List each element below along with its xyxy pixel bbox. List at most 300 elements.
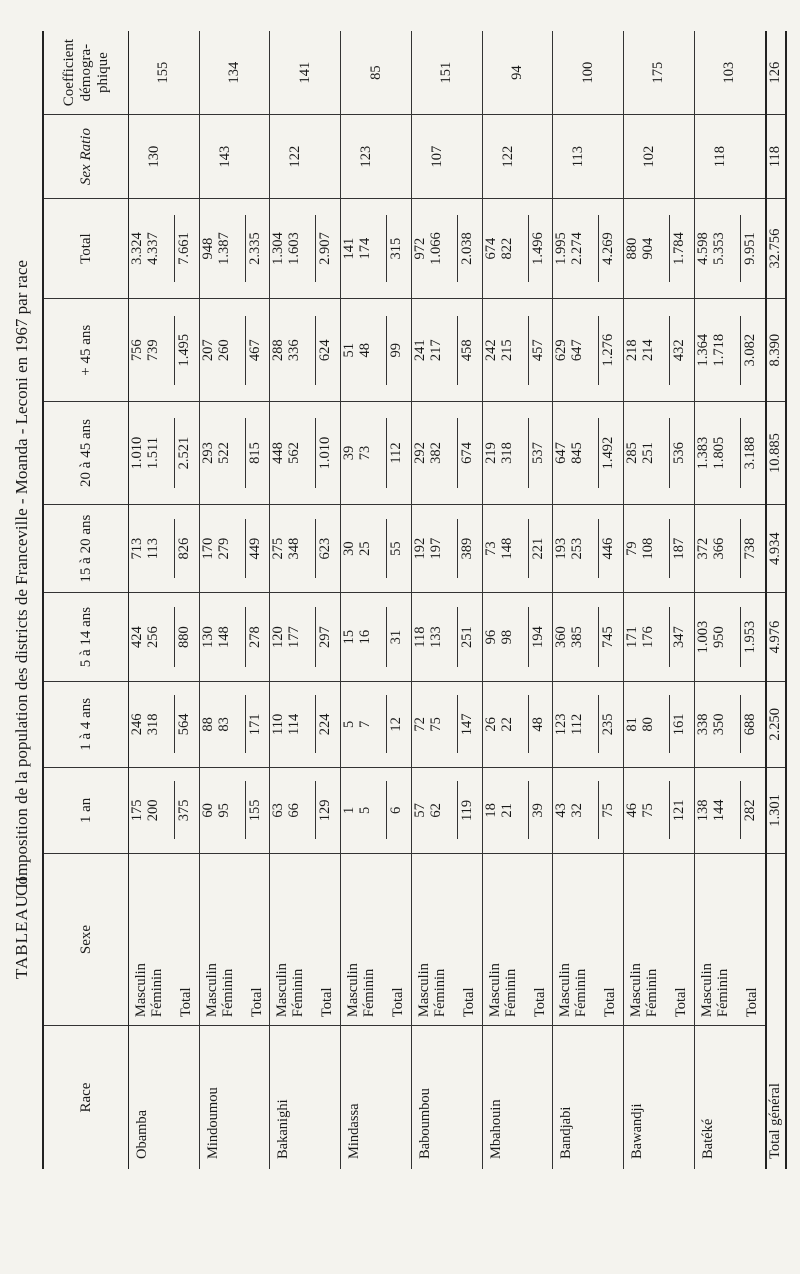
value-masculin: 118 xyxy=(411,626,428,648)
value-feminin: 1.066 xyxy=(427,232,444,265)
spacer xyxy=(656,593,669,680)
sex-ratio-value: 130 xyxy=(146,145,162,168)
value-total: 251 xyxy=(457,607,475,666)
value-cell xyxy=(199,767,270,853)
value-masculin: 1.995 xyxy=(553,232,570,265)
sex-total: Total xyxy=(248,987,265,1018)
grand-total-value: 1.301 xyxy=(766,767,786,853)
grand-total-value: 4.934 xyxy=(766,504,786,592)
sex-ratio-cell xyxy=(694,115,765,199)
value-cell xyxy=(553,198,624,298)
spacer xyxy=(727,768,740,853)
value-feminin: 21 xyxy=(498,803,515,818)
value-cell xyxy=(482,593,553,681)
table-row xyxy=(341,31,412,1169)
spacer xyxy=(515,299,528,401)
value-total: 2.335 xyxy=(245,215,263,283)
spacer xyxy=(515,505,528,592)
value-masculin: 218 xyxy=(624,339,641,362)
value-feminin: 95 xyxy=(215,803,232,818)
value-masculin: 170 xyxy=(199,537,216,560)
value-total: 537 xyxy=(528,418,546,487)
spacer xyxy=(302,593,315,680)
value-masculin: 246 xyxy=(129,713,145,736)
value-total: 99 xyxy=(386,316,404,385)
value-masculin: 96 xyxy=(482,629,499,645)
value-total: 31 xyxy=(386,607,404,666)
spacer xyxy=(444,402,457,504)
sex-masculin: Masculin xyxy=(628,963,645,1018)
value-masculin: 43 xyxy=(553,803,570,818)
race-cell xyxy=(553,1026,624,1169)
value-total: 119 xyxy=(457,782,475,840)
table-row xyxy=(270,31,341,1169)
coefficient-cell: 103 xyxy=(694,31,765,115)
value-cell xyxy=(411,402,482,505)
value-total: 155 xyxy=(245,782,263,840)
header-race: Race xyxy=(43,1026,129,1169)
grand-total-coefficient: 126 xyxy=(766,31,786,115)
sex-feminin: Féminin xyxy=(431,968,448,1018)
table-row xyxy=(624,31,695,1169)
grand-total-ratio: 118 xyxy=(766,115,786,199)
value-feminin: 382 xyxy=(427,442,444,464)
value-cell xyxy=(553,767,624,853)
value-cell xyxy=(553,681,624,767)
value-total: 375 xyxy=(174,782,192,840)
spacer xyxy=(727,299,740,401)
value-masculin: 39 xyxy=(341,445,358,461)
value-masculin: 288 xyxy=(270,339,287,362)
value-total: 446 xyxy=(598,519,616,578)
value-masculin: 275 xyxy=(270,537,287,560)
sex-feminin: Féminin xyxy=(361,968,378,1018)
value-total: 194 xyxy=(528,607,546,666)
value-masculin: 1.010 xyxy=(129,436,145,470)
value-feminin: 148 xyxy=(498,537,515,560)
value-masculin: 193 xyxy=(553,537,570,560)
spacer xyxy=(161,768,174,853)
coefficient-cell: 155 xyxy=(129,31,200,115)
value-masculin: 175 xyxy=(129,799,145,822)
header-coefficient: Coefficient démogra-phique xyxy=(43,31,129,115)
sex-total: Total xyxy=(460,987,477,1018)
value-total: 129 xyxy=(315,782,333,840)
coefficient-cell: 94 xyxy=(482,31,553,115)
coefficient-cell: 151 xyxy=(411,31,482,115)
value-feminin: 1.387 xyxy=(215,232,232,265)
value-feminin: 1.805 xyxy=(710,436,727,470)
spacer xyxy=(232,299,245,401)
sex-ratio-cell xyxy=(482,115,553,199)
value-total: 1.784 xyxy=(669,215,687,283)
value-feminin: 1.718 xyxy=(710,333,727,367)
value-total: 48 xyxy=(528,695,546,753)
value-total: 826 xyxy=(174,519,192,578)
value-feminin: 113 xyxy=(145,538,161,560)
value-cell xyxy=(270,299,341,402)
sex-ratio-cell xyxy=(341,115,412,199)
value-total: 3.188 xyxy=(740,418,758,487)
value-total: 1.492 xyxy=(598,418,616,487)
value-masculin: 123 xyxy=(553,713,570,736)
value-masculin: 57 xyxy=(411,803,428,818)
value-feminin: 83 xyxy=(215,717,232,732)
sex-total: Total xyxy=(602,987,619,1018)
spacer xyxy=(727,402,740,504)
value-total: 55 xyxy=(386,519,404,578)
race-cell xyxy=(411,1026,482,1169)
value-cell xyxy=(270,198,341,298)
value-total: 224 xyxy=(315,695,333,753)
value-feminin: 48 xyxy=(357,342,374,358)
value-cell xyxy=(129,681,200,767)
sexe-cell xyxy=(553,853,624,1025)
spacer xyxy=(302,505,315,592)
value-cell xyxy=(270,504,341,592)
value-feminin: 174 xyxy=(357,237,374,260)
value-total: 171 xyxy=(245,695,263,753)
spacer xyxy=(656,682,669,767)
spacer xyxy=(727,682,740,767)
spacer xyxy=(444,299,457,401)
sex-feminin: Féminin xyxy=(573,968,590,1018)
value-total: 4.269 xyxy=(598,215,616,283)
value-feminin: 22 xyxy=(498,717,515,732)
value-feminin: 16 xyxy=(357,629,374,645)
spacer xyxy=(232,768,245,853)
sex-total: Total xyxy=(390,987,407,1018)
spacer xyxy=(302,199,315,298)
value-total: 1.953 xyxy=(740,607,758,666)
value-cell xyxy=(482,299,553,402)
table-row xyxy=(411,31,482,1169)
value-masculin: 130 xyxy=(199,626,216,648)
value-masculin: 1.304 xyxy=(270,232,287,265)
race-cell xyxy=(624,1026,695,1169)
value-feminin: 253 xyxy=(569,537,586,560)
spacer xyxy=(515,199,528,298)
value-masculin: 141 xyxy=(341,237,358,260)
spacer xyxy=(727,593,740,680)
sex-ratio-cell xyxy=(199,115,270,199)
sex-feminin: Féminin xyxy=(714,968,731,1018)
table-label: TABLEAU II xyxy=(12,875,31,979)
value-feminin: 318 xyxy=(498,442,515,464)
sex-ratio-cell xyxy=(411,115,482,199)
header-row xyxy=(43,31,129,1169)
header-age-5: 20 à 45 ans xyxy=(43,402,129,505)
sexe-cell xyxy=(199,853,270,1025)
value-feminin: 32 xyxy=(569,803,586,818)
value-total: 221 xyxy=(528,519,546,578)
value-cell xyxy=(694,402,765,505)
value-cell xyxy=(270,767,341,853)
value-masculin: 60 xyxy=(199,803,216,818)
table-row xyxy=(694,31,765,1169)
spacer xyxy=(444,505,457,592)
value-cell xyxy=(341,767,412,853)
value-cell xyxy=(270,593,341,681)
value-feminin: 214 xyxy=(640,339,657,362)
value-feminin: 5 xyxy=(357,806,374,815)
value-total: 457 xyxy=(528,316,546,385)
value-masculin: 756 xyxy=(129,339,145,362)
sex-ratio-value: 102 xyxy=(641,145,658,168)
value-feminin: 348 xyxy=(286,537,303,560)
sexe-cell xyxy=(411,853,482,1025)
sexe-cell xyxy=(624,853,695,1025)
value-cell xyxy=(553,504,624,592)
value-cell xyxy=(411,767,482,853)
sexe-cell xyxy=(129,853,200,1025)
value-masculin: 51 xyxy=(341,342,358,358)
spacer xyxy=(161,682,174,767)
value-feminin: 66 xyxy=(286,803,303,818)
spacer xyxy=(302,682,315,767)
sexe-cell xyxy=(694,853,765,1025)
value-total: 147 xyxy=(457,695,475,753)
value-total: 1.010 xyxy=(315,418,333,487)
spacer xyxy=(585,402,598,504)
sex-ratio-value: 122 xyxy=(287,145,304,168)
value-cell xyxy=(199,593,270,681)
value-cell xyxy=(694,593,765,681)
value-total: 297 xyxy=(315,607,333,666)
value-feminin: 251 xyxy=(640,442,657,464)
value-total: 187 xyxy=(669,519,687,578)
value-total: 1.496 xyxy=(528,215,546,283)
spacer xyxy=(373,768,386,853)
sex-total: Total xyxy=(178,987,194,1018)
spacer xyxy=(656,299,669,401)
header-total: Total xyxy=(43,198,129,298)
sexe-cell xyxy=(341,853,412,1025)
table-body xyxy=(129,31,787,1169)
race-name: Mbahouin xyxy=(487,1099,504,1159)
spacer xyxy=(585,505,598,592)
value-feminin: 215 xyxy=(498,339,515,362)
value-cell xyxy=(199,681,270,767)
spacer xyxy=(656,768,669,853)
sex-feminin: Féminin xyxy=(290,968,307,1018)
spacer xyxy=(444,199,457,298)
value-total: 7.661 xyxy=(174,215,192,283)
value-feminin: 112 xyxy=(569,713,586,735)
value-total: 278 xyxy=(245,607,263,666)
spacer xyxy=(585,682,598,767)
race-name: Baboumbou xyxy=(416,1088,433,1159)
grand-total-value: 8.390 xyxy=(766,299,786,402)
sex-ratio-value: 143 xyxy=(216,145,233,168)
coefficient-cell: 85 xyxy=(341,31,412,115)
sex-feminin: Féminin xyxy=(219,968,236,1018)
value-cell xyxy=(341,504,412,592)
value-cell xyxy=(199,504,270,592)
race-name: Mindoumou xyxy=(204,1087,221,1159)
race-name: Obamba xyxy=(134,1109,150,1159)
value-feminin: 75 xyxy=(640,803,657,818)
sex-masculin: Masculin xyxy=(133,963,149,1018)
value-feminin: 647 xyxy=(569,339,586,362)
spacer xyxy=(515,402,528,504)
value-masculin: 207 xyxy=(199,339,216,362)
value-masculin: 138 xyxy=(694,799,711,822)
value-cell xyxy=(624,402,695,505)
value-cell xyxy=(694,198,765,298)
value-masculin: 4.598 xyxy=(694,232,711,265)
value-masculin: 81 xyxy=(624,717,641,732)
value-masculin: 629 xyxy=(553,339,570,362)
value-masculin: 5 xyxy=(341,720,358,728)
value-cell xyxy=(694,299,765,402)
value-cell xyxy=(129,198,200,298)
value-masculin: 15 xyxy=(341,629,358,645)
value-masculin: 948 xyxy=(199,237,216,260)
sex-ratio-cell xyxy=(270,115,341,199)
spacer xyxy=(727,199,740,298)
value-feminin: 114 xyxy=(286,713,303,735)
sex-ratio-value: 123 xyxy=(358,145,375,168)
value-cell xyxy=(341,402,412,505)
value-masculin: 293 xyxy=(199,442,216,464)
value-masculin: 292 xyxy=(411,442,428,464)
sex-masculin: Masculin xyxy=(557,963,574,1018)
value-total: 235 xyxy=(598,695,616,753)
grand-total-value: 2.250 xyxy=(766,681,786,767)
value-total: 1.495 xyxy=(174,316,192,385)
sex-ratio-cell xyxy=(553,115,624,199)
value-cell xyxy=(341,681,412,767)
value-masculin: 972 xyxy=(411,237,428,260)
header-age-4: 15 à 20 ans xyxy=(43,504,129,592)
value-cell xyxy=(482,504,553,592)
sex-feminin: Féminin xyxy=(644,968,661,1018)
sex-masculin: Masculin xyxy=(203,963,220,1018)
header-age-3: 5 à 14 ans xyxy=(43,593,129,681)
value-feminin: 366 xyxy=(710,537,727,560)
value-cell xyxy=(341,299,412,402)
value-total: 2.038 xyxy=(457,215,475,283)
value-masculin: 424 xyxy=(129,626,145,648)
value-cell xyxy=(482,402,553,505)
spacer xyxy=(232,593,245,680)
value-cell xyxy=(129,402,200,505)
spacer xyxy=(302,402,315,504)
value-cell xyxy=(624,198,695,298)
value-feminin: 1.603 xyxy=(286,232,303,265)
value-cell xyxy=(199,299,270,402)
spacer xyxy=(656,199,669,298)
table-title: Composition de la population des districts de Franceville - Moanda - Leconi en 1967 par race xyxy=(12,260,31,896)
spacer xyxy=(585,768,598,853)
spacer xyxy=(585,593,598,680)
value-feminin: 144 xyxy=(710,799,727,822)
value-cell xyxy=(553,402,624,505)
spacer xyxy=(444,768,457,853)
spacer xyxy=(161,593,174,680)
value-total: 1.276 xyxy=(598,316,616,385)
value-total: 75 xyxy=(598,782,616,840)
value-masculin: 880 xyxy=(624,237,641,260)
value-cell xyxy=(270,681,341,767)
sex-ratio-cell xyxy=(624,115,695,199)
sex-total: Total xyxy=(531,987,548,1018)
value-cell xyxy=(624,299,695,402)
value-masculin: 63 xyxy=(270,803,287,818)
value-total: 315 xyxy=(386,215,404,283)
sex-feminin: Féminin xyxy=(149,968,165,1018)
sex-total: Total xyxy=(319,987,336,1018)
value-cell xyxy=(411,198,482,298)
value-feminin: 177 xyxy=(286,626,303,648)
value-cell xyxy=(129,504,200,592)
value-total: 449 xyxy=(245,519,263,578)
value-masculin: 110 xyxy=(270,713,287,735)
value-masculin: 72 xyxy=(411,717,428,732)
value-total: 432 xyxy=(669,316,687,385)
spacer xyxy=(373,199,386,298)
value-masculin: 3.324 xyxy=(129,232,145,265)
spacer xyxy=(515,682,528,767)
value-total: 161 xyxy=(669,695,687,753)
spacer xyxy=(515,593,528,680)
value-feminin: 108 xyxy=(640,537,657,560)
sex-ratio-value: 107 xyxy=(428,145,445,168)
spacer xyxy=(373,682,386,767)
value-masculin: 360 xyxy=(553,626,570,648)
race-name: Mindassa xyxy=(346,1103,363,1159)
spacer xyxy=(656,402,669,504)
value-cell xyxy=(624,681,695,767)
value-masculin: 242 xyxy=(482,339,499,362)
spacer xyxy=(232,402,245,504)
sexe-cell xyxy=(482,853,553,1025)
spacer xyxy=(232,199,245,298)
value-masculin: 219 xyxy=(482,442,499,464)
value-feminin: 822 xyxy=(498,237,515,260)
value-total: 121 xyxy=(669,782,687,840)
value-masculin: 1.364 xyxy=(694,333,711,367)
value-total: 674 xyxy=(457,418,475,487)
value-masculin: 120 xyxy=(270,626,287,648)
table-row xyxy=(482,31,553,1169)
value-total: 3.082 xyxy=(740,316,758,385)
race-cell xyxy=(129,1026,200,1169)
sex-ratio-value: 122 xyxy=(499,145,516,168)
spacer xyxy=(373,505,386,592)
value-cell xyxy=(482,198,553,298)
sex-feminin: Féminin xyxy=(502,968,519,1018)
value-feminin: 562 xyxy=(286,442,303,464)
race-name: Bakanighi xyxy=(275,1099,292,1159)
value-total: 623 xyxy=(315,519,333,578)
sex-masculin: Masculin xyxy=(274,963,291,1018)
table-row xyxy=(199,31,270,1169)
value-feminin: 1.511 xyxy=(145,436,161,470)
value-total: 745 xyxy=(598,607,616,666)
value-cell xyxy=(129,299,200,402)
sex-total: Total xyxy=(743,987,760,1018)
value-cell xyxy=(694,767,765,853)
value-feminin: 845 xyxy=(569,442,586,464)
value-cell xyxy=(199,402,270,505)
spacer xyxy=(232,682,245,767)
value-cell xyxy=(411,681,482,767)
value-feminin: 148 xyxy=(215,626,232,648)
value-feminin: 133 xyxy=(427,626,444,648)
value-feminin: 350 xyxy=(710,713,727,736)
